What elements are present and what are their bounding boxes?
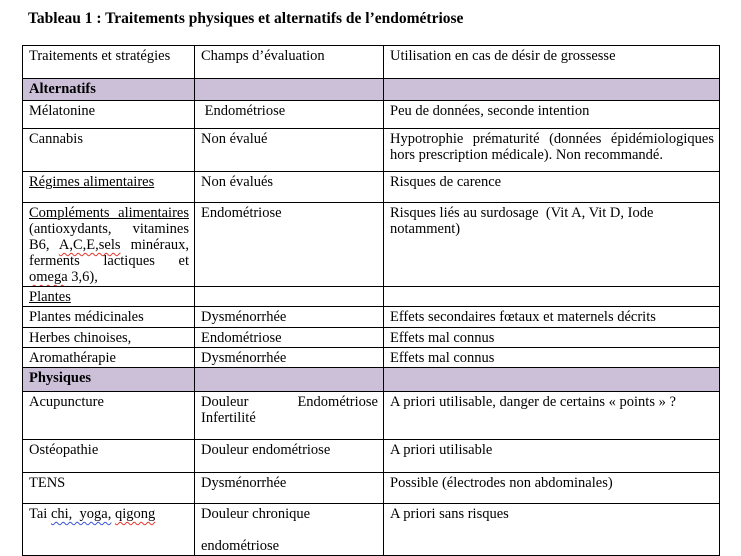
cell-usage: Effets secondaires fœtaux et maternels décrits [384,307,720,328]
table-row-acupuncture [23,392,720,440]
cell-treatment: Cannabis [23,129,195,172]
cell-treatment: Plantes médicinales [23,307,195,328]
empty-cell [384,79,720,101]
underlined-text: Plantes [29,289,71,305]
cell-usage: Effets mal connus [384,328,720,348]
table-row-tai-chi-yoga-qigong [23,504,720,556]
cell-field: Non évalués [195,172,384,203]
empty-cell [195,368,384,392]
cell-treatment [23,504,195,556]
cell-treatment [23,203,195,287]
cell-treatment: Aromathérapie [23,348,195,368]
cell-usage: Possible (électrodes non abdominales) [384,473,720,504]
empty-cell [384,287,720,307]
cell-usage: A priori sans risques [384,504,720,556]
cell-field: Endométriose [195,328,384,348]
cell-field: Endométriose [195,203,384,287]
cell-treatment: Ostéopathie [23,440,195,473]
cell-usage: A priori utilisable [384,440,720,473]
table-row-plantes-group [23,287,720,307]
section-label-alternatifs: Alternatifs [23,79,195,101]
header-treatments: Traitements et stratégies [23,46,195,79]
table-row-regimes-alimentaires [23,172,720,203]
cell-field: Endométriose [195,101,384,129]
table-row-plantes-medicinales [23,307,720,328]
cell-field [195,504,384,556]
cell-usage: Risques liés au surdosage (Vit A, Vit D, Iode notamment) [384,203,720,287]
plain-text: minéraux, ferments lactiques et [29,237,193,269]
cell-usage: Effets mal connus [384,348,720,368]
table-row-melatonine [23,101,720,129]
empty-cell [384,368,720,392]
underlined-text: Régimes alimentaires [29,174,155,190]
cell-usage: Hypotrophie prématurité (données épidémiologiques hors prescription médicale). Non recommandé. [384,129,720,172]
cell-field: Non évalué [195,129,384,172]
field-line-1: Douleur chronique [201,506,311,522]
empty-cell [195,287,384,307]
plain-text: 3,6), [67,269,98,285]
spellcheck-marked-text: qigong [114,506,156,522]
header-pregnancy-use: Utilisation en cas de désir de grossesse [384,46,720,79]
cell-treatment: Acupuncture [23,392,195,440]
plain-text: (antioxydants, vitamines B6, [29,205,193,253]
table-row-cannabis [23,129,720,172]
header-evaluation-field: Champs d’évaluation [195,46,384,79]
cell-treatment [23,287,195,307]
cell-treatment [23,172,195,203]
table-row-tens [23,473,720,504]
cell-usage: Peu de données, seconde intention [384,101,720,129]
cell-field: Dysménorrhée [195,307,384,328]
table-header-row [23,46,720,79]
cell-treatment: Herbes chinoises, [23,328,195,348]
cell-field: Douleur Endométriose Infertilité [195,392,384,440]
cell-field: Dysménorrhée [195,473,384,504]
underlined-text: Compléments alimentaires [29,205,189,221]
table-row-aromatherapie [23,348,720,368]
section-row-alternatifs [23,79,720,101]
grammar-marked-text: chi, yoga, [50,506,112,522]
empty-cell [195,79,384,101]
spellcheck-marked-text: A,C,E,sels [58,237,121,253]
cell-usage: A priori utilisable, danger de certains « points » ? [384,392,720,440]
cell-usage: Risques de carence [384,172,720,203]
section-label-physiques: Physiques [23,368,195,392]
cell-field: Douleur endométriose [195,440,384,473]
field-line-2: endométriose [201,538,280,554]
cell-treatment: Mélatonine [23,101,195,129]
table-title: Tableau 1 : Traitements physiques et alternatifs de l’endométriose [28,10,464,27]
plain-text: Tai [29,506,51,522]
cell-field: Dysménorrhée [195,348,384,368]
section-row-physiques [23,368,720,392]
spellcheck-marked-text: omega [29,269,68,285]
table-row-herbes-chinoises [23,328,720,348]
treatments-table [22,45,720,556]
table-row-complements-alimentaires [23,203,720,287]
cell-treatment: TENS [23,473,195,504]
table-row-osteopathie [23,440,720,473]
